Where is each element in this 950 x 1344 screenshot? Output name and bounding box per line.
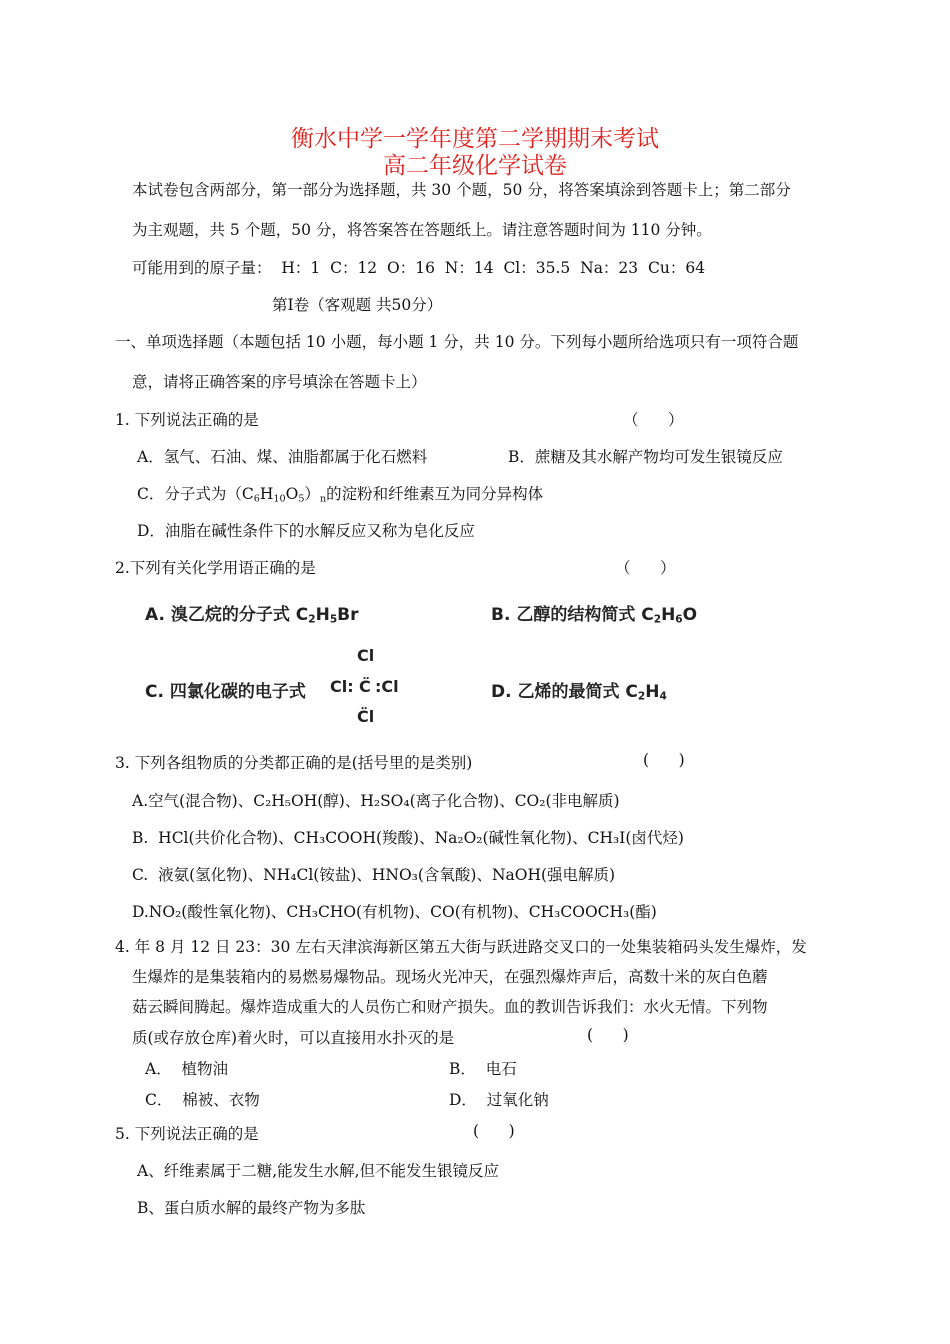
q3-option-a: A.空气(混合物)、C₂H₅OH(醇)、H₂SO₄(离子化合物)、CO₂(非电解质) <box>132 792 620 810</box>
ccl4-left-cl: Cl: <box>330 677 354 696</box>
ccl4-bottom-cl: C̈l <box>357 707 375 726</box>
q3-option-b: B. HCl(共价化合物)、CH₃COOH(羧酸)、Na₂O₂(碱性氧化物)、CH₃I(卤代烃) <box>132 829 684 847</box>
q2-option-b: B. 乙醇的结构简式 $C_2H_6O$ <box>491 605 698 626</box>
q1-answer-paren: （ ） <box>623 411 684 429</box>
q5-option-a: A、纤维素属于二糖,能发生水解,但不能发生银镜反应 <box>137 1162 500 1180</box>
q4-answer-paren: ( ) <box>587 1026 629 1044</box>
atomic-mass-line: 可能用到的原子量： H：1 C：12 O：16 N：14 Cl：35.5 Na：23 Cu：64 <box>132 259 706 277</box>
exam-subtitle: 高二年级化学试卷 <box>383 153 567 179</box>
q4-option-d: D． 过氧化钠 <box>449 1091 549 1109</box>
q4-option-b: B． 电石 <box>449 1060 517 1078</box>
q1-option-b: B．蔗糖及其水解产物均可发生银镜反应 <box>508 448 783 466</box>
intro-line-2: 为主观题，共 5 个题，50 分，将答案答在答题纸上。请注意答题时间为 110 分钟。 <box>132 221 712 239</box>
q4-line-2: 生爆炸的是集装箱内的易燃易爆物品。现场火光冲天，在强烈爆炸声后，高数十米的灰白色蘑 <box>132 968 768 986</box>
q2-option-d: D. 乙烯的最简式 $C_2H_4$ <box>491 682 667 703</box>
q1-option-a: A．氢气、石油、煤、油脂都属于化石燃料 <box>137 448 428 466</box>
q4-line-1: 4. 年 8 月 12 日 23：30 左右天津滨海新区第五大街与跃进路交叉口的一处集装箱码头发生爆炸，发 <box>115 938 807 956</box>
part1-title: 第I卷（客观题 共50分） <box>272 296 443 314</box>
q2-answer-paren: （ ） <box>615 559 676 577</box>
q4-line-3: 菇云瞬间腾起。爆炸造成重大的人员伤亡和财产损失。血的教训告诉我们：水火无情。下列物 <box>132 998 768 1016</box>
intro-line-1: 本试卷包含两部分，第一部分为选择题，共 30 个题，50 分，将答案填涂到答题卡上；第二部分 <box>132 181 791 199</box>
q4-option-a: A． 植物油 <box>145 1060 229 1078</box>
exam-title: 衡水中学一学年度第二学期期末考试 <box>291 126 659 152</box>
q5-answer-paren: ( ) <box>473 1122 515 1140</box>
q4-option-c: C． 棉被、衣物 <box>145 1091 260 1109</box>
q3-answer-paren: ( ) <box>643 751 685 769</box>
q5-option-b: B、蛋白质水解的最终产物为多肽 <box>137 1199 366 1217</box>
q2-stem: 2.下列有关化学用语正确的是 <box>115 559 316 577</box>
q2-option-c-label: C. 四氯化碳的电子式 <box>145 682 306 702</box>
ccl4-right-cl: :Cl <box>375 677 399 696</box>
q1-option-c: C．分子式为$(C_6H_{10}O_5)_n$的淀粉和纤维素互为同分异构体 <box>137 485 544 505</box>
ccl4-top-cl: Cl <box>357 646 375 665</box>
section1-instruction: 意，请将正确答案的序号填涂在答题卡上） <box>132 373 427 391</box>
q3-stem: 3. 下列各组物质的分类都正确的是(括号里的是类别) <box>115 754 473 772</box>
q1-option-d: D．油脂在碱性条件下的水解反应又称为皂化反应 <box>137 522 475 540</box>
q3-option-c: C. 液氨(氢化物)、NH₄Cl(铵盐)、HNO₃(含氧酸)、NaOH(强电解质) <box>132 866 616 884</box>
q5-stem: 5. 下列说法正确的是 <box>115 1125 259 1143</box>
q4-line-4: 质(或存放仓库)着火时，可以直接用水扑灭的是 <box>132 1029 455 1047</box>
q1-stem: 1. 下列说法正确的是 <box>115 411 259 429</box>
section1-heading: 一、单项选择题（本题包括 10 小题，每小题 1 分，共 10 分。下列每小题所给选项只有一项符合题 <box>115 333 799 351</box>
q2-option-a: A. 溴乙烷的分子式 $C_2H_5Br$ <box>145 605 359 626</box>
q3-option-d: D.NO₂(酸性氧化物)、CH₃CHO(有机物)、CO(有机物)、CH₃COOCH₃(酯) <box>132 903 657 921</box>
ccl4-center-c: C̈ <box>359 677 371 696</box>
